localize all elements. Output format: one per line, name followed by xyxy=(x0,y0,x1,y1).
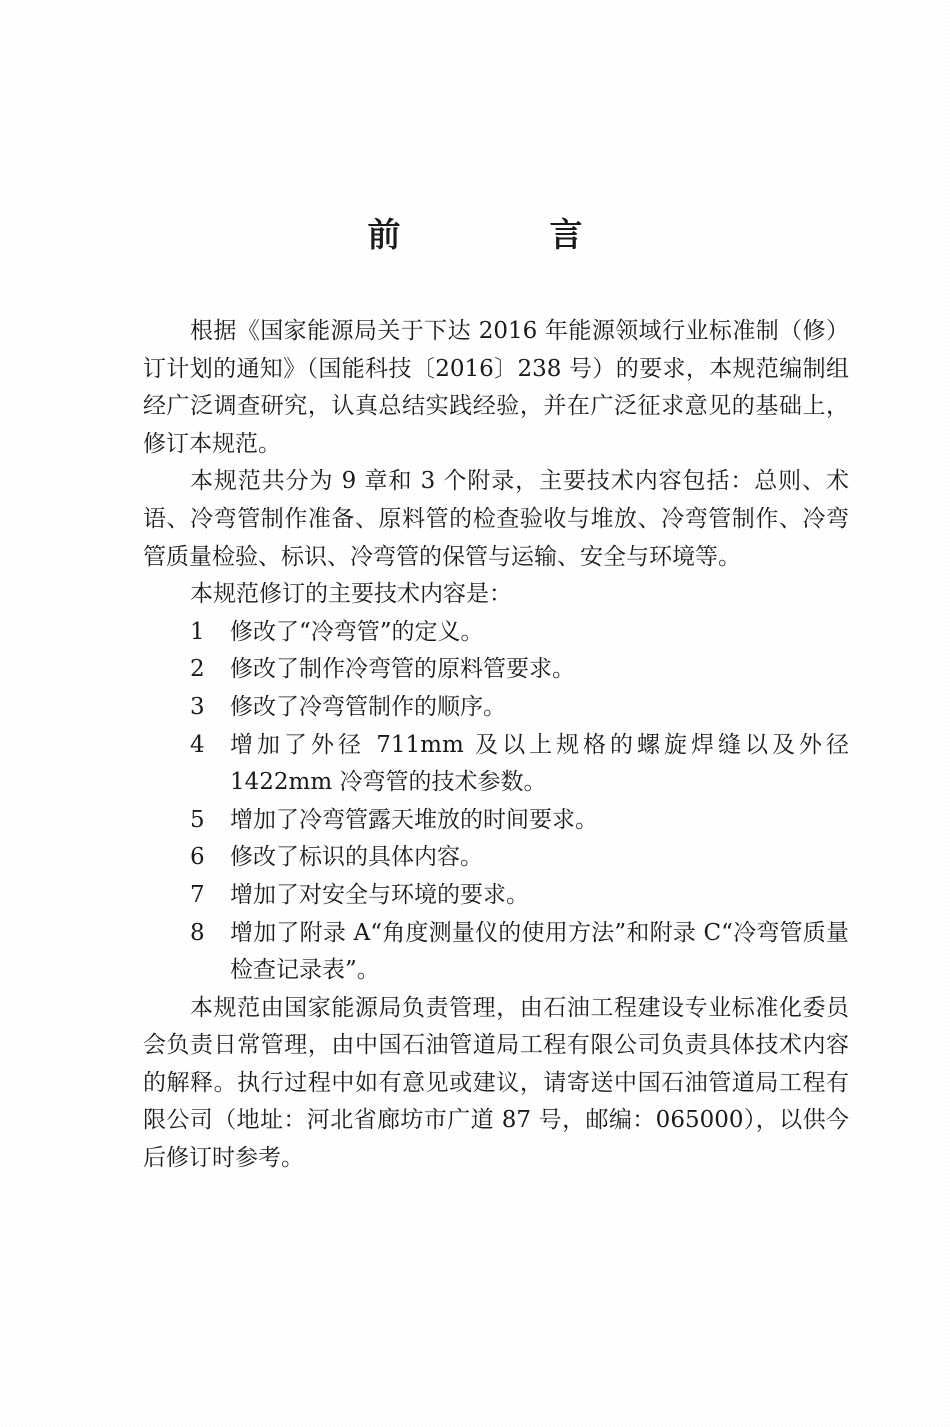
paragraph-contents: 本规范共分为 9 章和 3 个附录，主要技术内容包括：总则、术语、冷弯管制作准备、原料管的检查验收与堆放、冷弯管制作、冷弯管质量检验、标识、冷弯管的保管与运输、安全与环境等。 xyxy=(143,468,849,570)
list-item-text: 修改了“冷弯管”的定义。 xyxy=(230,618,484,645)
paragraph-administration: 本规范由国家能源局负责管理，由石油工程建设专业标准化委员会负责日常管理，由中国石油管道局工程有限公司负责具体技术内容的解释。执行过程中如有意见或建议，请寄送中国石油管道局工程有限公司（地址：河北省廊坊市广道 87 号，邮编：065000），以供今后修订时参考。 xyxy=(143,994,849,1172)
list-item-number: 5 xyxy=(190,806,205,833)
list-item-text: 增加了对安全与环境的要求。 xyxy=(230,881,529,908)
list-item xyxy=(143,877,849,915)
preface-body xyxy=(143,313,849,1178)
list-item-text: 增加了外径 711mm 及以上规格的螺旋焊缝以及外径 1422mm 冷弯管的技术参数。 xyxy=(230,731,849,796)
revision-list xyxy=(143,614,849,990)
page-title: 前 言 xyxy=(367,215,641,254)
list-item xyxy=(143,651,849,689)
list-item xyxy=(143,839,849,877)
list-item-text: 修改了冷弯管制作的顺序。 xyxy=(230,693,506,720)
list-item xyxy=(143,614,849,652)
list-item-number: 3 xyxy=(190,693,205,720)
list-item xyxy=(143,915,849,990)
list-item-text: 增加了冷弯管露天堆放的时间要求。 xyxy=(230,806,598,833)
list-item-number: 7 xyxy=(190,881,205,908)
list-item-text: 修改了制作冷弯管的原料管要求。 xyxy=(230,656,575,683)
list-item xyxy=(143,727,849,802)
list-item-number: 2 xyxy=(190,656,205,683)
list-item-text: 修改了标识的具体内容。 xyxy=(230,844,483,871)
list-item xyxy=(143,689,849,727)
list-item-number: 4 xyxy=(190,731,205,758)
list-item-number: 8 xyxy=(190,919,205,946)
list-item xyxy=(143,802,849,840)
paragraph-basis: 根据《国家能源局关于下达 2016 年能源领域行业标准制（修）订计划的通知》（国能科技〔2016〕238 号）的要求，本规范编制组经广泛调查研究，认真总结实践经验，并在广泛征求意见的基础上，修订本规范。 xyxy=(143,318,849,457)
list-item-text: 增加了附录 A“角度测量仪的使用方法”和附录 C“冷弯管质量检查记录表”。 xyxy=(230,919,849,984)
list-item-number: 6 xyxy=(190,844,205,871)
paragraph-revision-intro: 本规范修订的主要技术内容是： xyxy=(190,581,512,608)
list-item-number: 1 xyxy=(190,618,205,645)
